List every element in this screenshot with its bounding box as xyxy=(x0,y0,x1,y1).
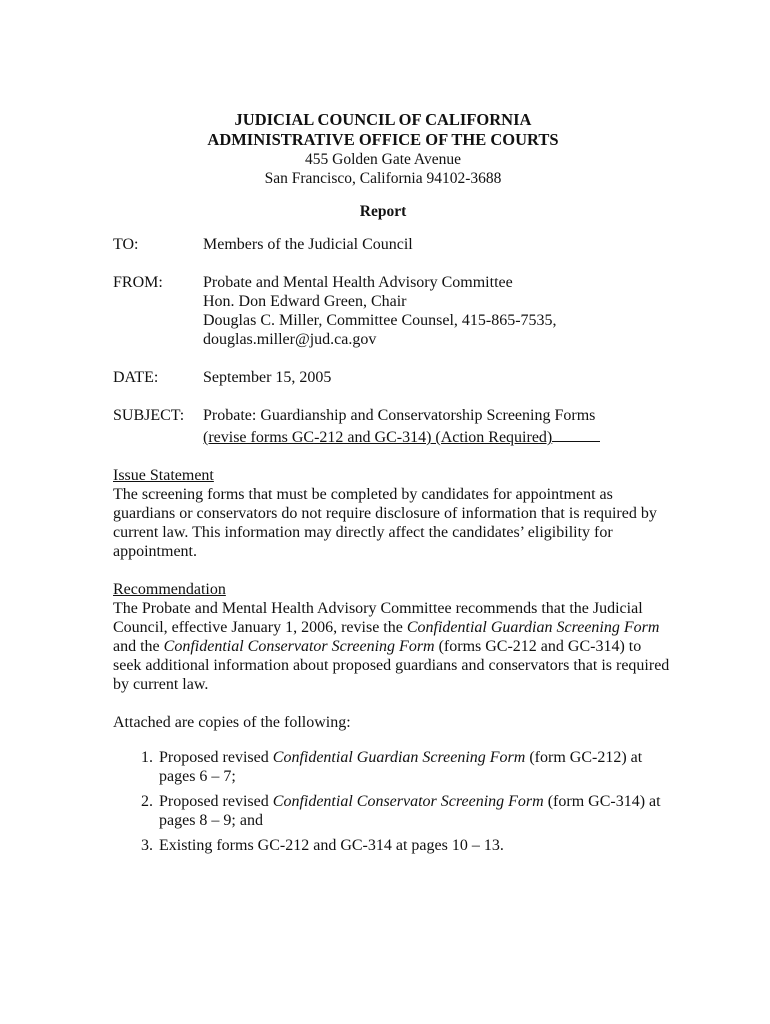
address-city: San Francisco, California 94102-3688 xyxy=(264,170,502,187)
issue-section xyxy=(113,466,673,561)
office-name: ADMINISTRATIVE OFFICE OF THE COURTS xyxy=(207,130,559,149)
recommendation-body xyxy=(113,599,673,694)
date-value: September 15, 2005 xyxy=(203,369,332,386)
issue-text: The screening forms that must be completed by candidates for appointment as guardians or conservators do not require disclosure of information that is required by current law. This information may directly affect the candidates’ eligibility for appointment. xyxy=(113,486,657,560)
from-email: douglas.miller@jud.ca.gov xyxy=(203,331,377,348)
subject-line2-text: (revise forms GC-212 and GC-314) (Action Required) xyxy=(203,429,553,446)
attached-section xyxy=(113,713,673,855)
item1-form: Confidential Guardian Screening Form xyxy=(272,749,526,766)
to-label: TO: xyxy=(113,236,139,253)
from-counsel: Douglas C. Miller, Committee Counsel, 415-865-7535, xyxy=(203,312,557,329)
item1-post: (form GC-212) at pages 6 – 7; xyxy=(159,749,643,785)
rec-text-part1: The Probate and Mental Health Advisory Committee recommends that the Judicial Council, effective January 1, 2006, revise the xyxy=(113,600,643,636)
attached-intro: Attached are copies of the following: xyxy=(113,714,351,731)
issue-heading: Issue Statement xyxy=(113,467,214,484)
subject-underline-rule xyxy=(552,425,600,442)
rec-form2-title: Confidential Conservator Screening Form xyxy=(163,638,435,655)
list-item xyxy=(157,792,673,830)
item1-pre: Proposed revised xyxy=(159,749,273,766)
recommendation-text xyxy=(113,599,673,694)
report-title: Report xyxy=(359,203,407,220)
list-item xyxy=(157,748,673,786)
from-value xyxy=(203,273,673,349)
document-page xyxy=(113,110,673,874)
to-value: Members of the Judicial Council xyxy=(203,236,413,253)
item2-pre: Proposed revised xyxy=(159,793,273,810)
attached-list xyxy=(113,748,673,855)
from-label: FROM: xyxy=(113,274,163,291)
issue-body xyxy=(113,485,673,561)
org-name: JUDICIAL COUNCIL OF CALIFORNIA xyxy=(234,110,532,129)
letterhead xyxy=(133,110,633,221)
item2-form: Confidential Conservator Screening Form xyxy=(272,793,544,810)
date-label: DATE: xyxy=(113,369,159,386)
subject-value xyxy=(203,406,673,447)
memo-date xyxy=(113,368,673,387)
subject-label: SUBJECT: xyxy=(113,407,185,424)
recommendation-heading: Recommendation xyxy=(113,581,226,598)
subject-line1: Probate: Guardianship and Conservatorship Screening Forms xyxy=(203,407,596,424)
recommendation-section xyxy=(113,580,673,694)
item2-post: (form GC-314) at pages 8 – 9; and xyxy=(159,793,661,829)
list-item: 3. Existing forms GC-212 and GC-314 at pages 10 – 13. xyxy=(157,836,673,855)
address-street: 455 Golden Gate Avenue xyxy=(305,151,461,168)
rec-text-part2: and the xyxy=(113,638,164,655)
memo-block xyxy=(113,235,673,447)
memo-subject xyxy=(113,406,673,447)
from-committee: Probate and Mental Health Advisory Committee xyxy=(203,274,513,291)
from-chair: Hon. Don Edward Green, Chair xyxy=(203,293,407,310)
rec-form1-title: Confidential Guardian Screening Form xyxy=(406,619,660,636)
memo-from xyxy=(113,273,673,349)
memo-to xyxy=(113,235,673,254)
subject-line2 xyxy=(203,425,673,447)
rec-text-part3: (forms GC-212 and GC-314) to seek additional information about proposed guardians and conservators that is required by current law. xyxy=(113,638,670,693)
